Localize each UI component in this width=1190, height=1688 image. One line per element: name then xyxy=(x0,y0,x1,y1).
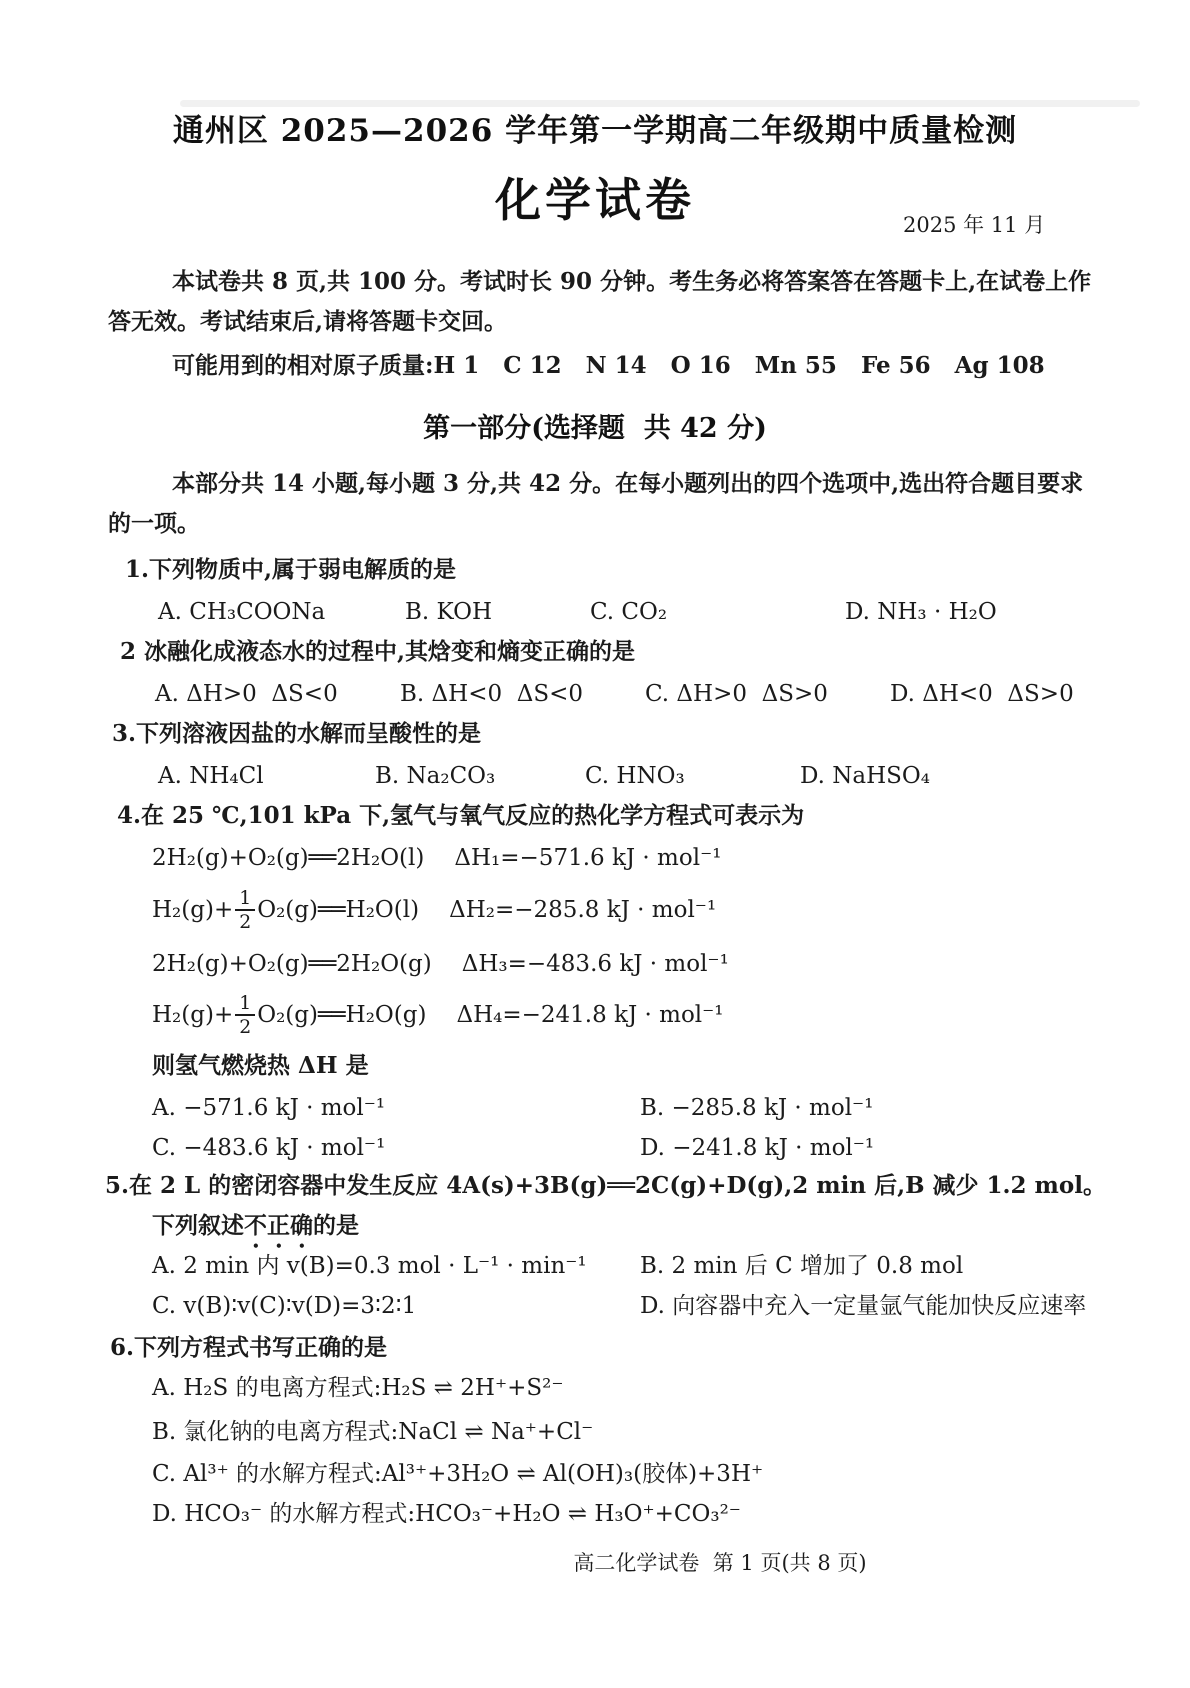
q4-eq4-dh: ΔH₄=−241.8 kJ · mol⁻¹ xyxy=(456,1001,724,1028)
q5-stem2-pre: 下列叙述 xyxy=(152,1212,244,1239)
q4-conclusion: 则氢气燃烧热 ΔH 是 xyxy=(152,1052,369,1079)
q5-option-d: D. 向容器中充入一定量氩气能加快反应速率 xyxy=(640,1293,1087,1319)
q4-stem: 4.在 25 ℃,101 kPa 下,氢气与氧气反应的热化学方程式可表示为 xyxy=(117,802,805,829)
q4-eq3-dh: ΔH₃=−483.6 kJ · mol⁻¹ xyxy=(461,951,729,977)
q5-stem: 5.在 2 L 的密闭容器中发生反应 4A(s)+3B(g)══2C(g)+D(g),2 min 后,B 减少 1.2 mol。 xyxy=(105,1172,1106,1199)
q4-eq1-lhs: 2H₂(g)+O₂(g)══2H₂O(l) xyxy=(152,845,425,871)
exam-date: 2025 年 11 月 xyxy=(903,213,1046,237)
q1-stem: 1.下列物质中,属于弱电解质的是 xyxy=(125,556,457,583)
q5-stem-line2 xyxy=(152,1212,359,1253)
q4-equation-2 xyxy=(152,882,716,938)
atomic-masses-line: 可能用到的相对原子质量:H 1 C 12 N 14 O 16 Mn 55 Fe 56 Ag 108 xyxy=(172,352,1045,379)
q4-equation-4 xyxy=(152,987,724,1043)
q4-eq2-pre: H₂(g)+ xyxy=(152,896,234,923)
scan-artifact xyxy=(180,100,1140,107)
q4-option-d: D. −241.8 kJ · mol⁻¹ xyxy=(640,1135,875,1161)
q3-option-b: B. Na₂CO₃ xyxy=(375,763,496,789)
q5-stem2-post: 的是 xyxy=(313,1212,359,1239)
q4-option-a: A. −571.6 kJ · mol⁻¹ xyxy=(152,1095,386,1121)
q4-equation-1 xyxy=(152,844,721,873)
q3-option-c: C. HNO₃ xyxy=(585,763,685,789)
q4-eq2-denominator: 2 xyxy=(239,911,252,933)
q6-option-d: D. HCO₃⁻ 的水解方程式:HCO₃⁻+H₂O ⇌ H₃O⁺+CO₃²⁻ xyxy=(152,1501,741,1527)
q6-option-c: C. Al³⁺ 的水解方程式:Al³⁺+3H₂O ⇌ Al(OH)₃(胶体)+3H⁺ xyxy=(152,1461,764,1487)
q3-stem: 3.下列溶液因盐的水解而呈酸性的是 xyxy=(112,720,482,747)
q3-option-a: A. NH₄Cl xyxy=(158,763,264,789)
q5-stem2-emphasis: 不正确 xyxy=(244,1212,313,1239)
part1-intro-2: 的一项。 xyxy=(108,510,200,537)
q5-option-a: A. 2 min 内 v(B)=0.3 mol · L⁻¹ · min⁻¹ xyxy=(152,1253,587,1279)
q1-option-b: B. KOH xyxy=(405,599,493,625)
q2-stem: 2 冰融化成液态水的过程中,其焓变和熵变正确的是 xyxy=(120,638,636,665)
q6-option-b: B. 氯化钠的电离方程式:NaCl ⇌ Na⁺+Cl⁻ xyxy=(152,1419,594,1445)
q4-eq2-dh: ΔH₂=−285.8 kJ · mol⁻¹ xyxy=(449,896,717,923)
notice-line-1: 本试卷共 8 页,共 100 分。考试时长 90 分钟。考生务必将答案答在答题卡上,在试卷上作 xyxy=(172,268,1092,295)
q3-option-d: D. NaHSO₄ xyxy=(800,763,930,789)
q1-option-a: A. CH₃COONa xyxy=(158,599,326,625)
q4-eq3-lhs: 2H₂(g)+O₂(g)══2H₂O(g) xyxy=(152,951,432,977)
q6-stem: 6.下列方程式书写正确的是 xyxy=(110,1334,388,1361)
q4-eq4-post: O₂(g)══H₂O(g) xyxy=(257,1001,427,1028)
q4-eq4-pre: H₂(g)+ xyxy=(152,1001,234,1028)
q2-option-b: B. ΔH<0 ΔS<0 xyxy=(400,681,583,707)
q4-eq2-post: O₂(g)══H₂O(l) xyxy=(257,896,420,923)
q4-eq4-fraction xyxy=(235,993,255,1038)
q4-equation-3 xyxy=(152,950,729,979)
q2-option-c: C. ΔH>0 ΔS>0 xyxy=(645,681,828,707)
q2-option-a: A. ΔH>0 ΔS<0 xyxy=(155,681,338,707)
part1-heading: 第一部分(选择题 共 42 分) xyxy=(423,413,767,444)
q4-option-b: B. −285.8 kJ · mol⁻¹ xyxy=(640,1095,874,1121)
notice-line-2: 答无效。考试结束后,请将答题卡交回。 xyxy=(108,308,508,335)
page-footer: 高二化学试卷 第 1 页(共 8 页) xyxy=(573,1551,867,1575)
q5-option-c: C. v(B)∶v(C)∶v(D)=3∶2∶1 xyxy=(152,1293,417,1319)
q4-eq2-fraction xyxy=(235,888,255,933)
part1-intro-1: 本部分共 14 小题,每小题 3 分,共 42 分。在每小题列出的四个选项中,选出符合题目要求 xyxy=(172,470,1084,497)
q4-option-c: C. −483.6 kJ · mol⁻¹ xyxy=(152,1135,386,1161)
q4-eq4-numerator: 1 xyxy=(235,993,255,1016)
q2-option-d: D. ΔH<0 ΔS>0 xyxy=(890,681,1074,707)
paper-title: 化学试卷 xyxy=(495,173,695,227)
q5-option-b: B. 2 min 后 C 增加了 0.8 mol xyxy=(640,1253,964,1279)
q4-eq2-numerator: 1 xyxy=(235,888,255,911)
q6-option-a: A. H₂S 的电离方程式:H₂S ⇌ 2H⁺+S²⁻ xyxy=(152,1375,564,1401)
q1-option-c: C. CO₂ xyxy=(590,599,668,625)
q4-eq1-dh: ΔH₁=−571.6 kJ · mol⁻¹ xyxy=(454,845,722,871)
q4-eq4-denominator: 2 xyxy=(239,1016,252,1038)
q1-option-d: D. NH₃ · H₂O xyxy=(845,599,997,625)
exam-title: 通州区 2025—2026 学年第一学期高二年级期中质量检测 xyxy=(172,113,1018,149)
